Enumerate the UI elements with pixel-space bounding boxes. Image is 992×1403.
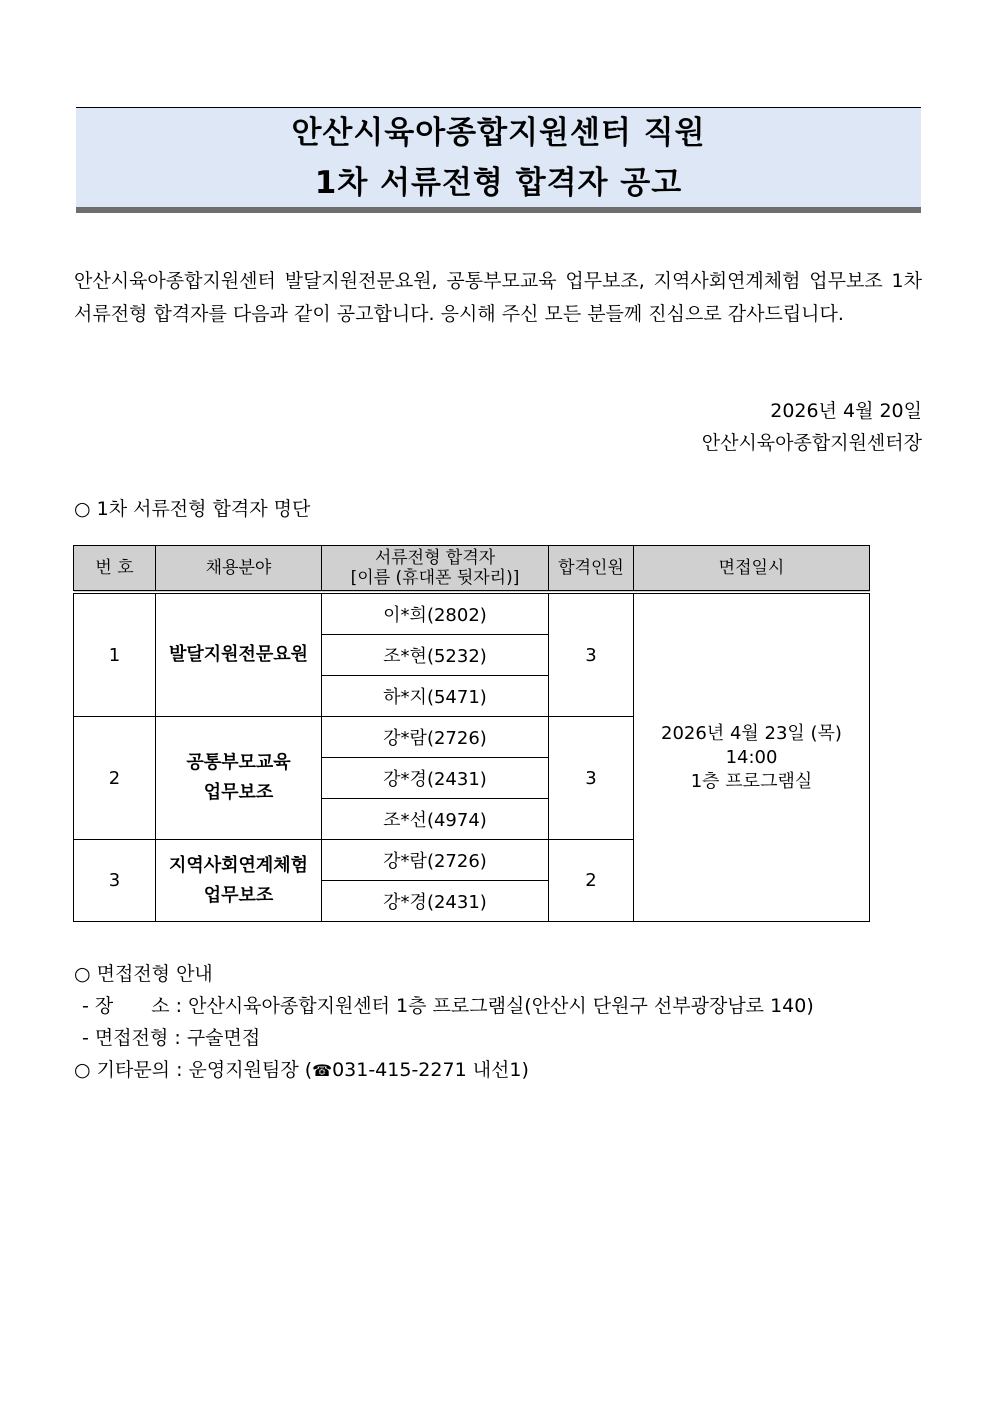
header-count: 합격인원 <box>549 546 634 593</box>
group-field <box>156 592 322 717</box>
place-label: - 장 소 <box>82 995 170 1017</box>
contact-line <box>74 1054 814 1087</box>
group-no: 3 <box>74 840 156 922</box>
interview-type-line <box>74 1022 814 1054</box>
header-no: 번 호 <box>74 546 156 593</box>
group-count: 3 <box>549 592 634 717</box>
section-title: ○ 1차 서류전형 합격자 명단 <box>74 498 311 520</box>
header-passers-line2: [이름 (휴대폰 뒷자리)] <box>350 568 520 588</box>
contact-phone: 031-415-2271 내선1) <box>332 1059 529 1081</box>
passer-cell: 강*람(2726) <box>322 717 549 758</box>
title-banner <box>76 107 921 213</box>
passer-cell: 강*람(2726) <box>322 840 549 881</box>
interview-place-line <box>74 990 814 1022</box>
contact-label: ○ 기타문의 <box>74 1059 171 1081</box>
interview-date: 2026년 4월 23일 (목) <box>661 722 842 744</box>
header-passers-line1: 서류전형 합격자 <box>374 548 496 568</box>
group-field-line1: 공통부모교육 <box>186 752 291 773</box>
group-no: 2 <box>74 717 156 840</box>
colon: : <box>174 1027 187 1049</box>
type-label: - 면접전형 <box>82 1027 169 1049</box>
passer-table <box>73 545 870 922</box>
interview-time: 14:00 <box>725 746 778 768</box>
passer-cell: 이*희(2802) <box>322 592 549 635</box>
passer-cell: 조*현(5232) <box>322 635 549 676</box>
group-field <box>156 717 322 840</box>
group-count: 3 <box>549 717 634 840</box>
interview-guide-head: ○ 면접전형 안내 <box>74 963 213 985</box>
group-field-line2: 업무보조 <box>203 884 274 906</box>
place-value: 안산시육아종합지원센터 1층 프로그램실(안산시 단원구 선부광장남로 140) <box>188 995 814 1017</box>
group-count: 2 <box>549 840 634 922</box>
colon: : <box>176 1059 189 1081</box>
issuer-name: 안산시육아종합지원센터장 <box>701 432 922 454</box>
group-no: 1 <box>74 592 156 717</box>
group-field-line1: 발달지원전문요원 <box>168 644 309 665</box>
phone-icon: ☎ <box>312 1061 333 1080</box>
title-line-2: 1차 서류전형 합격자 공고 <box>314 165 683 201</box>
type-value: 구술면접 <box>186 1027 261 1049</box>
table-header-row <box>74 546 870 593</box>
group-field-line1: 지역사회연계체험 <box>168 854 309 876</box>
intro-paragraph: 안산시육아종합지원센터 발달지원전문요원, 공통부모교육 업무보조, 지역사회연계체험 업무보조 1차 서류전형 합격자를 다음과 같이 공고합니다. 응시해 주신 모든 분들께 진심으로 감사드립니다. <box>74 270 922 325</box>
contact-prefix: 운영지원팀장 ( <box>188 1059 313 1081</box>
title-line-1: 안산시육아종합지원센터 직원 <box>291 115 706 151</box>
colon: : <box>175 995 189 1017</box>
group-field <box>156 840 322 922</box>
header-passers <box>322 546 549 593</box>
passer-cell: 강*경(2431) <box>322 758 549 799</box>
issue-info <box>702 395 922 459</box>
passer-cell: 하*지(5471) <box>322 676 549 717</box>
notes-section <box>74 958 814 1087</box>
passer-cell: 조*선(4974) <box>322 799 549 840</box>
header-interview: 면접일시 <box>634 546 870 593</box>
passer-cell: 강*경(2431) <box>322 881 549 922</box>
interview-place: 1층 프로그램실 <box>690 770 813 792</box>
issue-date: 2026년 4월 20일 <box>770 400 922 422</box>
interview-schedule <box>634 592 870 922</box>
group-field-line2: 업무보조 <box>203 782 274 803</box>
table-row <box>74 592 870 635</box>
header-field: 채용분야 <box>156 546 322 593</box>
